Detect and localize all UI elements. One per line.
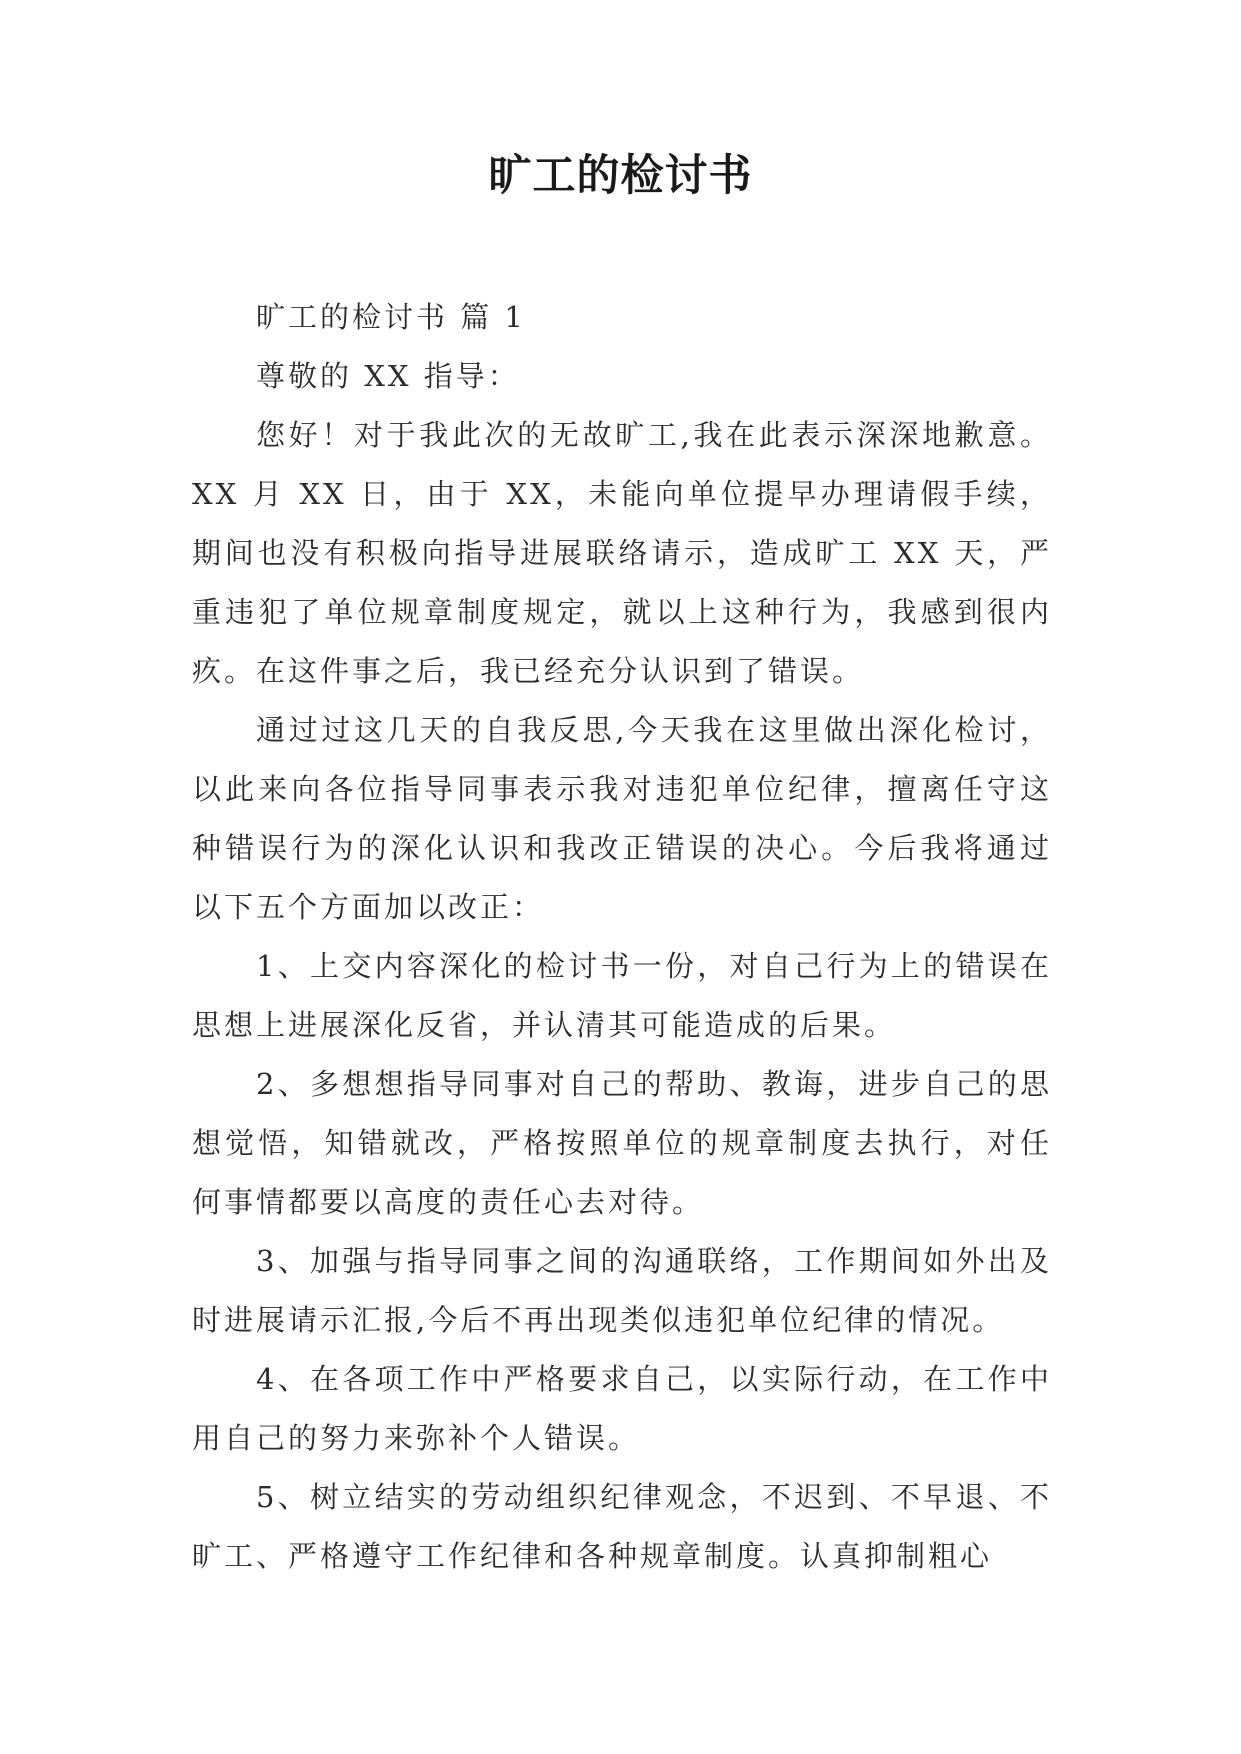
paragraph-apology: 您好！对于我此次的无故旷工,我在此表示深深地歉意。XX 月 XX 日，由于 XX，未能向单位提早办理请假手续，期间也没有积极向指导进展联络请示，造成旷工 XX 天，严重违犯了单位规章制度规定，就以上这种行为，我感到很内疚。在这件事之后，我已经充分认识到了错误。: [192, 418, 1052, 688]
paragraph-item-5: 5、树立结实的劳动组织纪律观念，不迟到、不早退、不旷工、严格遵守工作纪律和各种规章制度。认真抑制粗心: [192, 1480, 1052, 1573]
document-title: 旷工的检讨书: [488, 151, 753, 201]
paragraph-item-1: 1、上交内容深化的检讨书一份，对自己行为上的错误在思想上进展深化反省，并认清其可能造成的后果。: [192, 949, 1052, 1042]
document-body: [192, 288, 1052, 1586]
paragraph-item-4: 4、在各项工作中严格要求自己，以实际行动，在工作中用自己的努力来弥补个人错误。: [192, 1362, 1052, 1455]
paragraph-reflection: 通过过这几天的自我反思,今天我在这里做出深化检讨，以此来向各位指导同事表示我对违犯单位纪律，擅离任守这种错误行为的深化认识和我改正错误的决心。今后我将通过以下五个方面加以改正：: [192, 713, 1052, 924]
paragraph-item-3: 3、加强与指导同事之间的沟通联络，工作期间如外出及时进展请示汇报,今后不再出现类似违犯单位纪律的情况。: [192, 1244, 1052, 1337]
section-label: 旷工的检讨书 篇 1: [256, 300, 526, 334]
paragraph-item-2: 2、多想想指导同事对自己的帮助、教诲，进步自己的思想觉悟，知错就改，严格按照单位的规章制度去执行，对任何事情都要以高度的责任心去对待。: [192, 1067, 1052, 1219]
salutation: 尊敬的 XX 指导：: [256, 359, 520, 393]
